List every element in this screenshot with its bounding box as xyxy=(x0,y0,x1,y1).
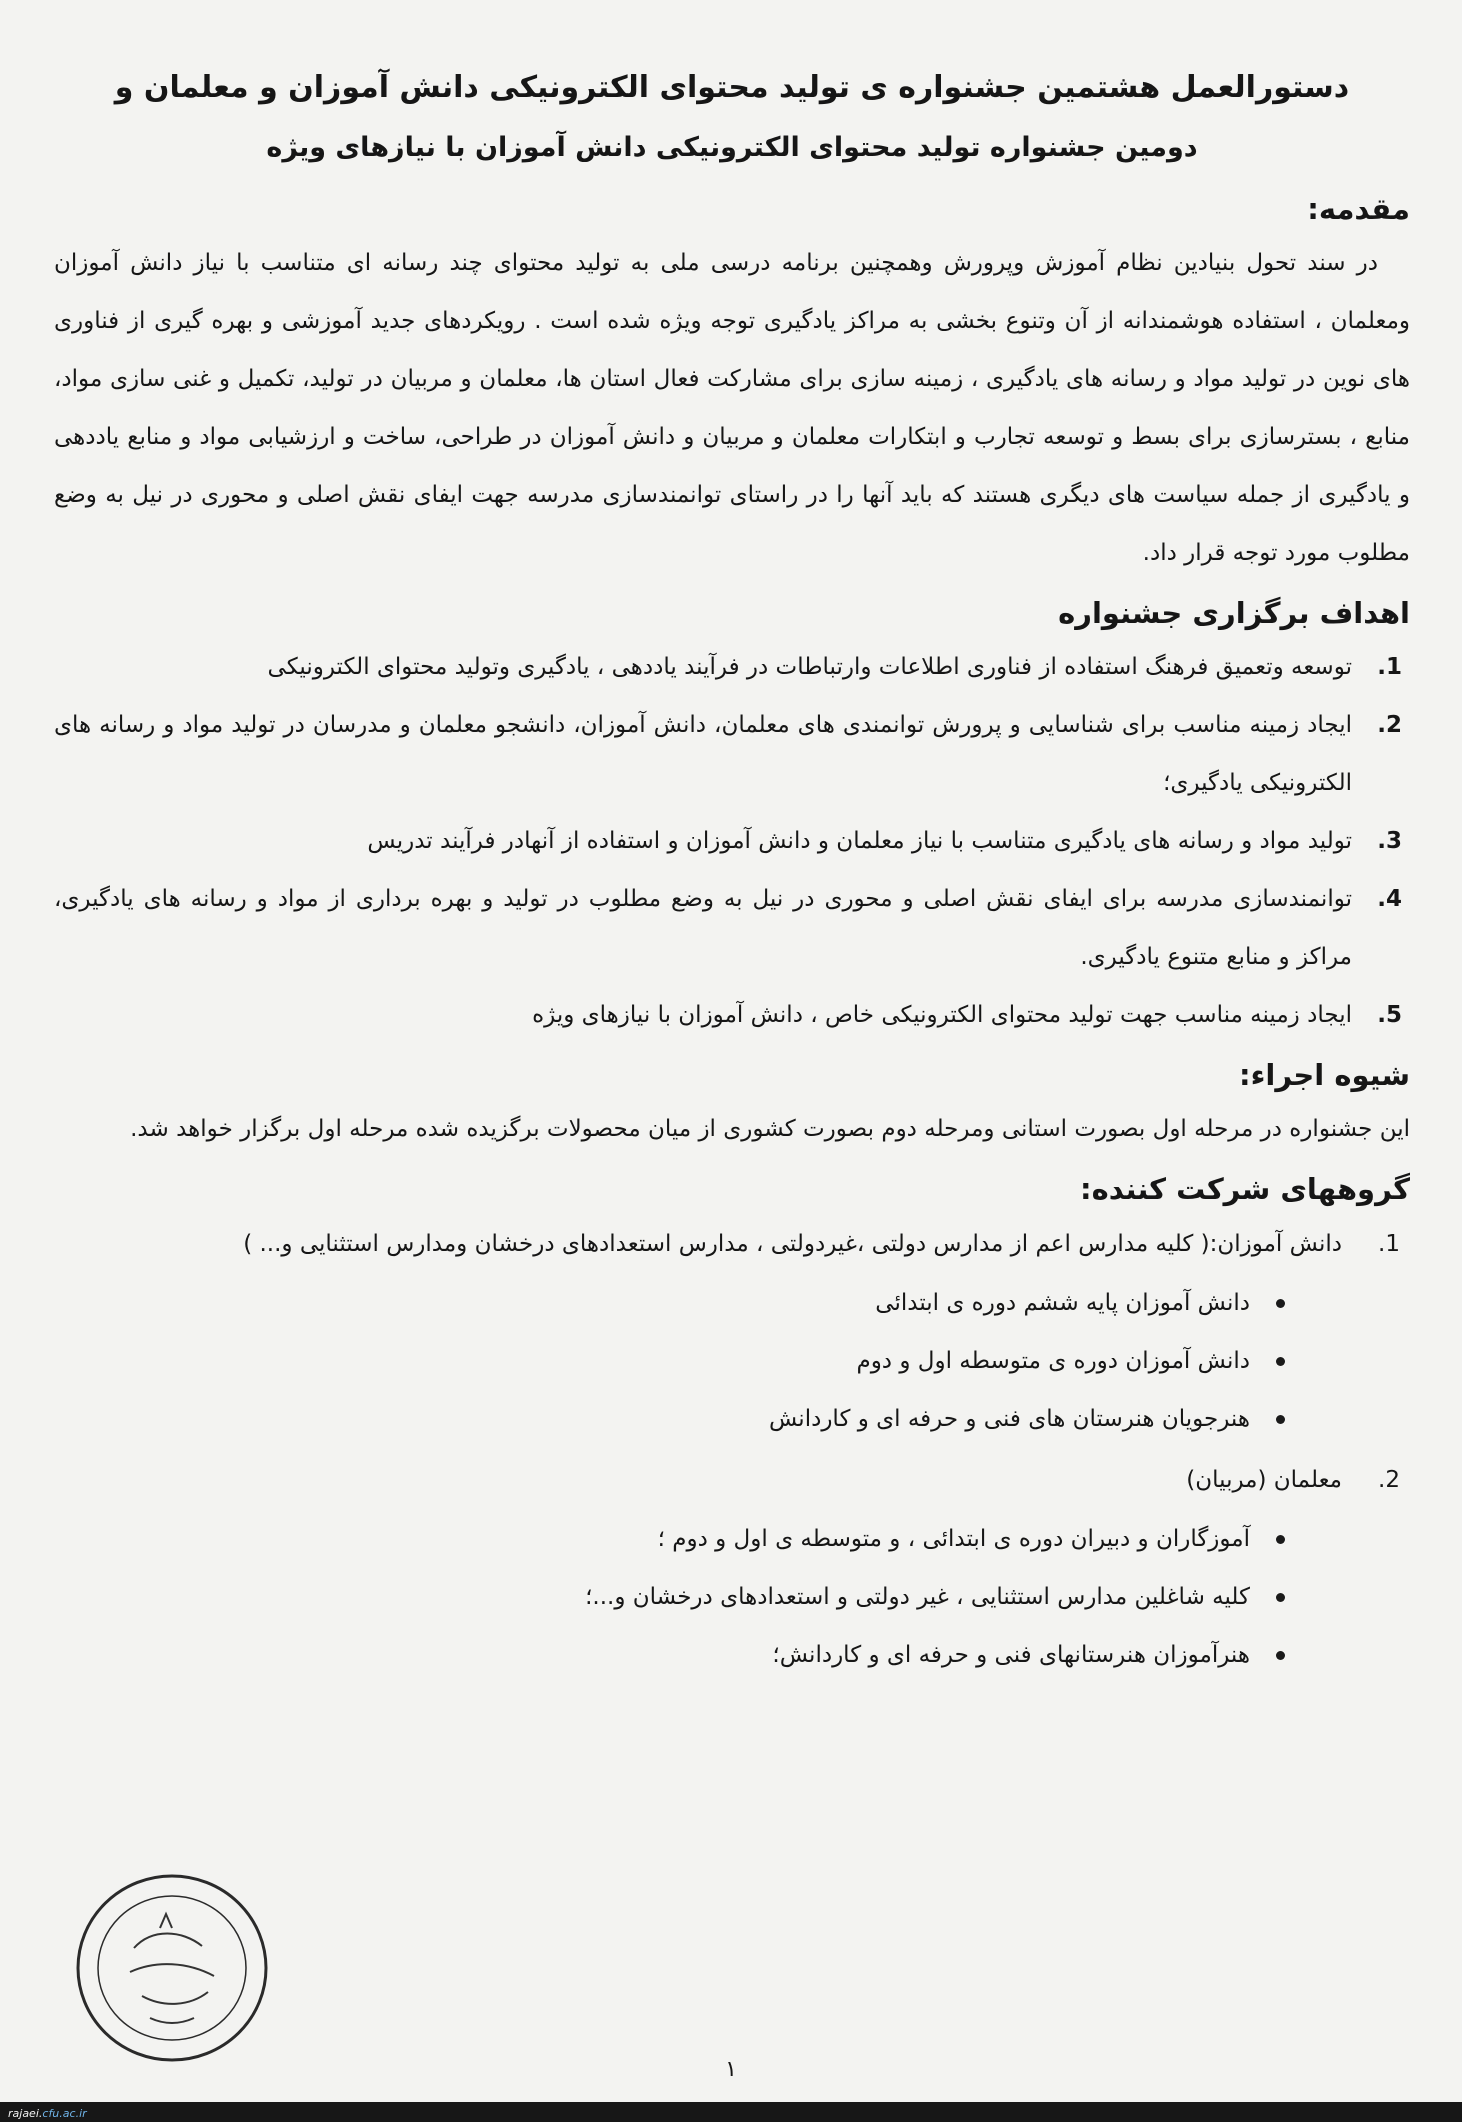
intro-heading: مقدمه: xyxy=(1307,192,1410,226)
bullet-item xyxy=(54,1626,1285,1684)
bullet-icon xyxy=(1276,1593,1285,1602)
goal-number: 2. xyxy=(1377,712,1402,738)
groups-section xyxy=(54,1166,1410,1684)
bullet-icon xyxy=(1276,1535,1285,1544)
intro-section xyxy=(54,186,1410,582)
bullet-icon xyxy=(1276,1357,1285,1366)
method-paragraph: این جشنواره در مرحله اول بصورت استانی ومرحله دوم بصورت کشوری از میان محصولات برگزیده شده مرحله اول برگزار خواهد شد. xyxy=(130,1116,1410,1142)
bullet-text: آموزگاران و دبیران دوره ی ابتدائی ، و متوسطه ی اول و دوم ؛ xyxy=(657,1526,1250,1552)
footer-link-suffix: cfu.ac.ir xyxy=(42,2107,87,2120)
footer-link-domain: rajaei. xyxy=(8,2107,43,2120)
students-bullet-list xyxy=(54,1274,1410,1448)
goal-item xyxy=(54,812,1410,870)
goal-text: ایجاد زمینه مناسب برای شناسایی و پرورش توانمندی های معلمان، دانش آموزان، دانشجو معلمان و مدرسان در تولید مواد و رسانه های الکترونیکی یادگیری؛ xyxy=(54,712,1352,796)
goal-item xyxy=(54,638,1410,696)
bullet-item xyxy=(54,1390,1285,1448)
teachers-bullet-list xyxy=(54,1510,1410,1684)
goal-number: 4. xyxy=(1377,886,1402,912)
bullet-text: هنرآموزان هنرستانهای فنی و حرفه ای و کاردانش؛ xyxy=(772,1642,1250,1668)
goal-item xyxy=(54,986,1410,1044)
bullet-item xyxy=(54,1568,1285,1626)
document-content xyxy=(54,58,1410,1688)
bullet-item xyxy=(54,1332,1285,1390)
intro-paragraph: در سند تحول بنیادین نظام آموزش وپرورش وهمچنین برنامه درسی ملی به تولید محتوای چند رسانه ای متناسب با نیاز دانش آموزان ومعلمان ، استفاده هوشمندانه از آن وتنوع بخشی به مراکز یادگیری توجه ویژه شده است . رویکردهای جدید آموزشی و بهره گیری از فناوری های نوین در تولید مواد و رسانه های یادگیری ، زمینه سازی برای مشارکت فعال استان ها، معلمان و مربیان در تولید، تکمیل و غنی سازی مواد، منابع ، بسترسازی برای بسط و توسعه تجارب و ابتکارات معلمان و مربیان و دانش آموزان در طراحی، ساخت و ارزشیابی مواد و منابع یاددهی و یادگیری از جمله سیاست های دیگری هستند که باید آنها را در راستای توانمندسازی مدرسه جهت ایفای نقش اصلی و محوری در نیل به وضع مطلوب مورد توجه قرار داد. xyxy=(54,250,1410,566)
group-number: 1. xyxy=(1378,1231,1400,1257)
bullet-text: دانش آموزان دوره ی متوسطه اول و دوم xyxy=(856,1348,1250,1374)
goals-heading: اهداف برگزاری جشنواره xyxy=(1058,596,1410,630)
bullet-text: کلیه شاغلین مدارس استثنایی ، غیر دولتی و استعدادهای درخشان و...؛ xyxy=(585,1584,1250,1610)
bullet-text: هنرجویان هنرستان های فنی و حرفه ای و کاردانش xyxy=(768,1406,1250,1432)
group-teachers xyxy=(54,1452,1410,1508)
goal-number: 1. xyxy=(1377,654,1402,680)
office-stamp-icon xyxy=(72,1868,272,2068)
goal-text: توانمندسازی مدرسه برای ایفای نقش اصلی و محوری در نیل به وضع مطلوب در تولید و بهره برداری از مواد و رسانه های یادگیری، مراکز و منابع متنوع یادگیری. xyxy=(54,886,1352,970)
goal-number: 5. xyxy=(1377,1002,1402,1028)
footer-strip xyxy=(0,2102,1462,2122)
document-title-line-2: دومین جشنواره تولید محتوای الکترونیکی دانش آموزان با نیازهای ویژه xyxy=(266,132,1198,163)
group-students xyxy=(54,1216,1410,1272)
goal-text: توسعه وتعمیق فرهنگ استفاده از فناوری اطلاعات وارتباطات در فرآیند یاددهی ، یادگیری وتولید محتوای الکترونیکی xyxy=(267,654,1352,680)
group-number: 2. xyxy=(1378,1467,1400,1493)
footer-website-link[interactable] xyxy=(8,2107,87,2120)
method-section xyxy=(54,1052,1410,1158)
goal-text: ایجاد زمینه مناسب جهت تولید محتوای الکترونیکی خاص ، دانش آموزان با نیازهای ویژه xyxy=(532,1002,1352,1028)
method-heading: شیوه اجراء: xyxy=(1239,1058,1410,1092)
goals-section xyxy=(54,590,1410,1044)
goal-number: 3. xyxy=(1377,828,1402,854)
page-number: ۱ xyxy=(725,2057,737,2082)
goal-item xyxy=(54,870,1410,986)
goal-item xyxy=(54,696,1410,812)
goals-list xyxy=(54,638,1410,1044)
goal-text: تولید مواد و رسانه های یادگیری متناسب با نیاز معلمان و دانش آموزان و استفاده از آنهادر فرآیند تدریس xyxy=(367,828,1352,854)
group-label: دانش آموزان:( کلیه مدارس اعم از مدارس دولتی ،غیردولتی ، مدارس استعدادهای درخشان ومدارس استثنایی و... ) xyxy=(243,1231,1342,1257)
bullet-item xyxy=(54,1274,1285,1332)
bullet-icon xyxy=(1276,1415,1285,1424)
groups-heading: گروههای شرکت کننده: xyxy=(1080,1172,1410,1206)
group-label: معلمان (مربیان) xyxy=(1186,1467,1342,1493)
bullet-icon xyxy=(1276,1299,1285,1308)
document-title-line-1: دستورالعمل هشتمین جشنواره ی تولید محتوای الکترونیکی دانش آموزان و معلمان و xyxy=(114,70,1350,105)
bullet-text: دانش آموزان پایه ششم دوره ی ابتدائی xyxy=(875,1290,1250,1316)
bullet-item xyxy=(54,1510,1285,1568)
bullet-icon xyxy=(1276,1651,1285,1660)
